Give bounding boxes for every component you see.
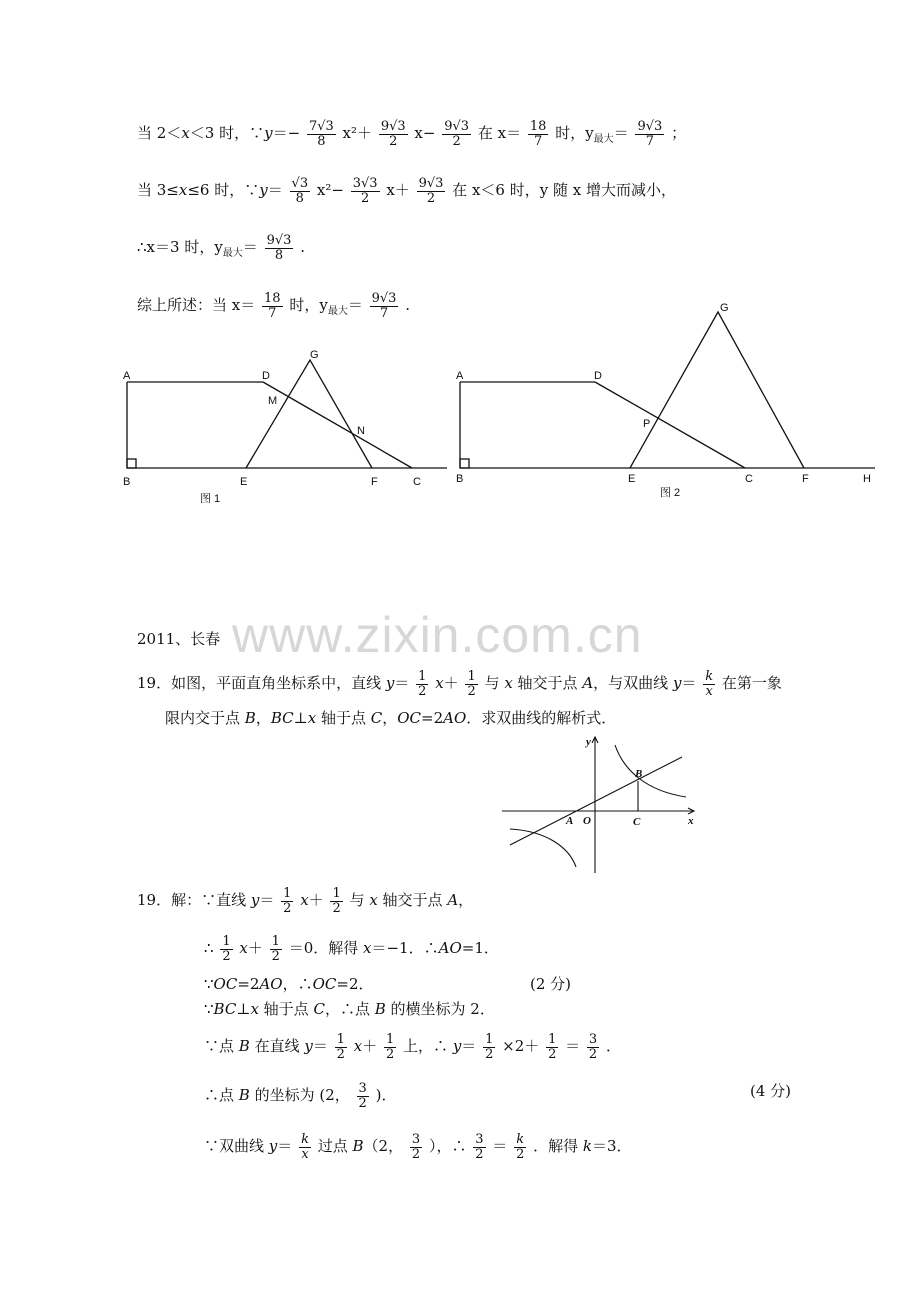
solution-line-2 xyxy=(137,177,676,205)
fraction xyxy=(546,1033,558,1061)
numerator: √3 xyxy=(291,176,309,191)
text: 在直线 xyxy=(249,1037,305,1056)
label-a: A xyxy=(566,815,574,827)
numerator: 1 xyxy=(467,669,476,684)
text: ＜3 时，∵ xyxy=(189,124,265,143)
denominator: 2 xyxy=(485,1046,494,1062)
fraction xyxy=(514,1133,526,1161)
fraction xyxy=(281,887,293,915)
coordinate-graph xyxy=(502,733,702,873)
label-b: B xyxy=(635,768,643,780)
numerator: 1 xyxy=(548,1032,557,1047)
fraction xyxy=(357,1082,369,1110)
text: . xyxy=(405,296,411,315)
text: x xyxy=(353,1037,363,1056)
text: y xyxy=(268,1137,278,1156)
figure-1 xyxy=(115,349,445,505)
fraction xyxy=(335,1033,347,1061)
text: 限内交于点 xyxy=(165,709,245,727)
denominator: x xyxy=(705,683,713,699)
answer-line-6 xyxy=(204,1082,396,1110)
text: B xyxy=(238,1086,250,1105)
text: B xyxy=(352,1137,364,1156)
text: ＝ xyxy=(259,891,275,910)
numerator: 1 xyxy=(485,1032,494,1047)
text: x xyxy=(178,181,188,200)
text: ， xyxy=(255,709,271,727)
text: =1． xyxy=(461,939,499,958)
denominator: 8 xyxy=(274,247,284,263)
label-o: O xyxy=(583,815,591,827)
fraction xyxy=(270,935,282,963)
denominator: 7 xyxy=(379,305,389,321)
text: 轴于点 xyxy=(316,709,371,727)
label-d: D xyxy=(594,370,602,382)
numerator: 1 xyxy=(271,934,280,949)
numerator: 1 xyxy=(283,886,292,901)
fraction xyxy=(410,1133,422,1161)
text: ， xyxy=(458,891,474,910)
numerator: 3√3 xyxy=(352,176,378,191)
fraction xyxy=(473,1133,485,1161)
fraction xyxy=(220,935,232,963)
text: ； xyxy=(671,124,687,143)
text: 与 xyxy=(349,891,370,910)
text: C xyxy=(313,1000,325,1018)
solution-line-4 xyxy=(137,292,410,320)
text: ＝ xyxy=(681,674,697,693)
fraction xyxy=(351,177,380,205)
watermark: www.zixin.com.cn xyxy=(232,607,643,663)
denominator: 2 xyxy=(516,1146,525,1162)
text: ，∴点 xyxy=(324,1000,375,1018)
right-angle-mark xyxy=(127,459,136,468)
numerator: k xyxy=(705,669,714,684)
fraction xyxy=(703,670,715,698)
numerator: 9√3 xyxy=(637,119,663,134)
text: （2， xyxy=(363,1137,404,1156)
text: ×2＋ xyxy=(502,1037,540,1056)
text: AO xyxy=(443,709,467,727)
text: ， xyxy=(382,709,398,727)
text: 上，∴ xyxy=(403,1037,453,1056)
text: x xyxy=(300,891,309,910)
text: 时，y xyxy=(289,296,328,315)
numerator: 3 xyxy=(411,1132,421,1147)
fraction xyxy=(465,670,477,698)
answer-line-3 xyxy=(204,977,374,992)
denominator: 2 xyxy=(358,1095,367,1111)
answer-line-5 xyxy=(204,1033,621,1061)
numerator: k xyxy=(516,1132,525,1147)
denominator: 7 xyxy=(533,133,543,149)
text: ．解得 xyxy=(533,1137,583,1156)
label-d: D xyxy=(262,370,270,382)
fraction xyxy=(290,177,311,205)
denominator: 2 xyxy=(475,1146,484,1162)
denominator: x xyxy=(301,1146,309,1162)
text: ＝ xyxy=(461,1037,477,1056)
fraction xyxy=(370,292,399,320)
fraction xyxy=(416,670,428,698)
numerator: 9√3 xyxy=(444,119,470,134)
figure-2 xyxy=(450,300,880,500)
denominator: 2 xyxy=(222,948,231,964)
text: ＝ xyxy=(565,1037,581,1056)
numerator: 9√3 xyxy=(418,176,444,191)
text: 时，y xyxy=(555,124,594,143)
text: k xyxy=(582,1137,593,1156)
text: x xyxy=(250,1000,259,1018)
right-angle-mark xyxy=(460,459,469,468)
denominator: 2 xyxy=(548,1046,557,1062)
text: ⊥ xyxy=(293,709,308,727)
fraction xyxy=(307,120,336,148)
text: OC xyxy=(397,709,422,727)
text: OC xyxy=(312,975,337,993)
label-b: B xyxy=(123,476,131,488)
label-c: C xyxy=(633,816,641,828)
text: =2 xyxy=(421,709,444,727)
text: A xyxy=(582,674,594,693)
triangle-egf xyxy=(630,312,804,468)
text: 19．如图，平面直角坐标系中，直线 xyxy=(137,674,386,693)
text: x xyxy=(504,674,513,693)
text: =2． xyxy=(336,975,374,993)
text: ＝−1．∴ xyxy=(371,939,439,958)
denominator: 2 xyxy=(418,683,427,699)
text: ＝ xyxy=(242,238,258,257)
axis-label-x: x xyxy=(688,815,694,827)
text: x xyxy=(307,709,317,727)
hyperbola-branch-2 xyxy=(510,829,576,867)
question-19-line-2 xyxy=(165,711,616,726)
solution-line-1 xyxy=(137,120,686,148)
denominator: 2 xyxy=(385,1046,395,1062)
fraction xyxy=(483,1033,495,1061)
text: y xyxy=(672,674,682,693)
score-2: (2 分) xyxy=(530,975,572,993)
label-b: B xyxy=(456,473,464,485)
text: x xyxy=(363,939,372,958)
text: ＝ xyxy=(492,1137,508,1156)
line-dc xyxy=(263,382,412,468)
subscript: 最大 xyxy=(222,248,243,260)
text: 综上所述：当 x＝ xyxy=(137,296,256,315)
denominator: 7 xyxy=(268,305,277,321)
numerator: 3 xyxy=(358,1081,367,1096)
text: AO xyxy=(259,975,283,993)
denominator: 8 xyxy=(295,190,304,206)
numerator: 1 xyxy=(418,669,427,684)
solution-line-3 xyxy=(137,234,305,262)
fraction xyxy=(635,120,664,148)
label-a: A xyxy=(123,370,131,382)
numerator: 3 xyxy=(475,1132,484,1147)
text: 与 xyxy=(484,674,505,693)
text: ∵点 xyxy=(204,1037,239,1056)
text: x xyxy=(435,674,444,693)
text: ＝ xyxy=(394,674,410,693)
label-c: C xyxy=(413,476,421,488)
answer-line-2 xyxy=(204,935,499,963)
figure-2-caption: 图 2 xyxy=(660,487,681,499)
text: x xyxy=(239,939,248,958)
denominator: 2 xyxy=(389,133,398,149)
fraction xyxy=(384,1033,396,1061)
text: ＝ xyxy=(347,296,363,315)
fraction xyxy=(528,120,549,148)
text: x²＋ xyxy=(342,124,373,143)
text: y xyxy=(452,1037,462,1056)
text: ∴x＝3 时，y xyxy=(137,238,223,257)
text: ∴点 xyxy=(204,1086,239,1105)
text: ＋ xyxy=(308,891,324,910)
denominator: 2 xyxy=(452,133,461,149)
text: ≤6 时，∵ xyxy=(187,181,260,200)
text: C xyxy=(370,709,383,727)
text: B xyxy=(244,709,256,727)
text: B xyxy=(238,1037,250,1056)
text: 的坐标为 (2， xyxy=(249,1086,350,1105)
label-p: P xyxy=(643,418,651,430)
text: 轴交于点 xyxy=(377,891,448,910)
denominator: 2 xyxy=(411,1146,421,1162)
text: 的横坐标为 2． xyxy=(385,1000,495,1018)
denominator: 8 xyxy=(317,133,326,149)
text: BC xyxy=(213,1000,237,1018)
numerator: 18 xyxy=(529,119,547,134)
fraction xyxy=(262,292,283,320)
numerator: 9√3 xyxy=(266,233,292,248)
numerator: 18 xyxy=(264,291,281,306)
fraction xyxy=(442,120,471,148)
hyperbola-branch-1 xyxy=(615,745,686,797)
text: 当 2＜ xyxy=(137,124,182,143)
text: y xyxy=(250,891,260,910)
text: y xyxy=(259,181,268,200)
numerator: 9√3 xyxy=(380,119,406,134)
denominator: 2 xyxy=(426,190,436,206)
text: 19．解：∵直线 xyxy=(137,891,251,910)
numerator: 1 xyxy=(332,886,341,901)
source-label: 2011、长春 xyxy=(137,630,221,648)
label-h: H xyxy=(863,473,871,485)
text: ＋ xyxy=(247,939,263,958)
text: B xyxy=(374,1000,386,1018)
text: 当 3≤ xyxy=(137,181,179,200)
fraction xyxy=(299,1133,311,1161)
fraction xyxy=(379,120,408,148)
text: ＝ xyxy=(277,1137,293,1156)
fraction xyxy=(417,177,446,205)
text: . xyxy=(300,238,305,257)
text: A xyxy=(447,891,459,910)
text: ＝ xyxy=(267,181,283,200)
text: ，与双曲线 xyxy=(593,674,673,693)
denominator: 2 xyxy=(336,1046,345,1062)
text: ＋ xyxy=(443,674,459,693)
text: ∵ xyxy=(204,1000,214,1018)
fraction xyxy=(265,234,294,262)
subscript: 最大 xyxy=(327,306,348,318)
text: 轴于点 xyxy=(258,1000,314,1018)
text: ＝− xyxy=(272,124,301,143)
answer-line-4 xyxy=(204,1002,495,1017)
line-ab xyxy=(510,757,682,845)
numerator: 3 xyxy=(588,1032,598,1047)
axis-label-y: y xyxy=(586,736,591,748)
text: x− xyxy=(414,124,436,143)
text: ＋ xyxy=(362,1037,378,1056)
denominator: 2 xyxy=(283,900,292,916)
subscript: 最大 xyxy=(593,134,614,146)
score-4: (4 分) xyxy=(750,1082,792,1100)
line-dc xyxy=(595,382,745,468)
text: y xyxy=(264,124,273,143)
label-g: G xyxy=(310,349,319,361)
label-e: E xyxy=(628,473,636,485)
label-f: F xyxy=(371,476,378,488)
text: 在第一象 xyxy=(721,674,782,693)
text: y xyxy=(304,1037,313,1056)
text: ． xyxy=(605,1037,621,1056)
text: x²− xyxy=(316,181,344,200)
label-f: F xyxy=(802,473,809,485)
text: x xyxy=(369,891,378,910)
text: BC xyxy=(270,709,294,727)
numerator: 1 xyxy=(385,1032,395,1047)
denominator: 2 xyxy=(467,683,476,699)
denominator: 2 xyxy=(588,1046,598,1062)
label-g: G xyxy=(720,302,729,314)
question-19-line-1 xyxy=(137,670,782,698)
text: ∵ xyxy=(204,975,214,993)
text: ∴ xyxy=(204,939,219,958)
text: x xyxy=(181,124,190,143)
text: =2 xyxy=(237,975,260,993)
text: ＝3． xyxy=(592,1137,632,1156)
denominator: 7 xyxy=(645,133,655,149)
text: 过点 xyxy=(317,1137,353,1156)
text: 在 x＝ xyxy=(477,124,522,143)
numerator: 1 xyxy=(336,1032,345,1047)
text: y xyxy=(385,674,395,693)
text: OC xyxy=(213,975,238,993)
text: ＝ xyxy=(312,1037,328,1056)
denominator: 2 xyxy=(360,190,370,206)
numerator: 1 xyxy=(222,934,231,949)
text: ＝0．解得 xyxy=(288,939,364,958)
text: ∵双曲线 xyxy=(204,1137,269,1156)
answer-line-1 xyxy=(137,887,473,915)
numerator: k xyxy=(301,1132,309,1147)
label-c: C xyxy=(745,473,753,485)
text: AO xyxy=(438,939,462,958)
fraction xyxy=(587,1033,599,1061)
numerator: 7√3 xyxy=(308,119,334,134)
text: ＝ xyxy=(613,124,629,143)
denominator: 2 xyxy=(271,948,280,964)
text: ⊥ xyxy=(236,1000,251,1018)
text: ，∴ xyxy=(282,975,313,993)
text: ），∴ xyxy=(428,1137,472,1156)
text: 轴交于点 xyxy=(512,674,583,693)
text: 在 x＜6 时，y 随 x 增大而减小， xyxy=(452,181,676,200)
denominator: 2 xyxy=(332,900,341,916)
label-n: N xyxy=(357,425,365,437)
answer-line-7 xyxy=(204,1133,632,1161)
text: x＋ xyxy=(386,181,410,200)
label-e: E xyxy=(240,476,248,488)
label-a: A xyxy=(456,370,464,382)
fraction xyxy=(330,887,342,915)
label-m: M xyxy=(268,395,278,407)
figure-1-caption: 图 1 xyxy=(200,493,221,505)
numerator: 9√3 xyxy=(371,291,397,306)
text: ．求双曲线的解析式． xyxy=(466,709,617,727)
text: )． xyxy=(375,1086,397,1105)
